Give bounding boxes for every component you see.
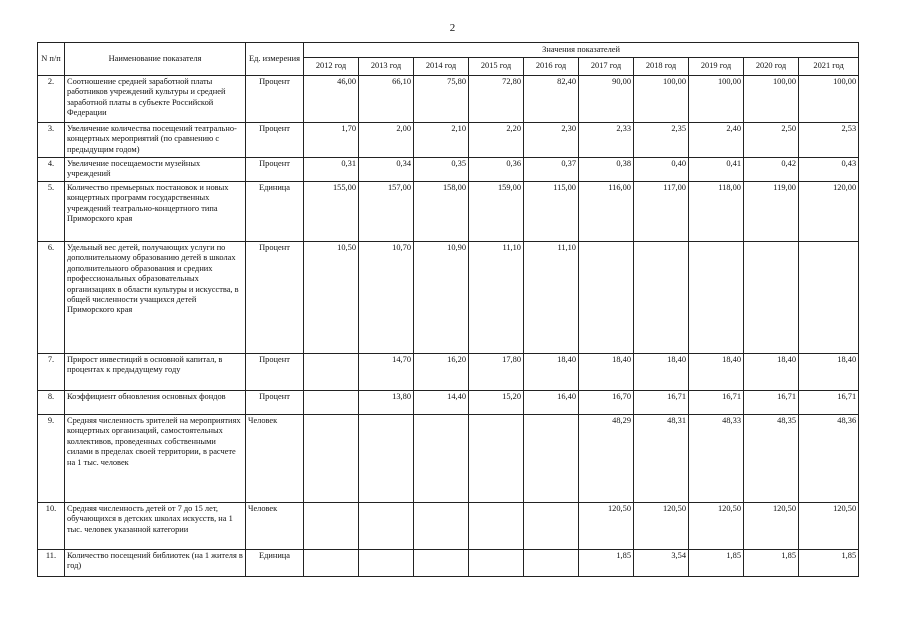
row-value: 120,50: [689, 503, 744, 550]
row-index: 5.: [38, 182, 65, 242]
row-name: Средняя численность детей от 7 до 15 лет, обучающихся в детских школах искусств, на 1 тыс. человек указанной категории: [65, 503, 246, 550]
table-row: [38, 415, 859, 503]
row-name: Прирост инвестиций в основной капитал, в процентах к предыдущему году: [65, 354, 246, 391]
row-value: 100,00: [634, 76, 689, 123]
row-index: 7.: [38, 354, 65, 391]
row-value: 100,00: [689, 76, 744, 123]
row-value: 16,70: [579, 391, 634, 415]
row-value: [524, 550, 579, 577]
table-row: [38, 158, 859, 182]
row-value: 82,40: [524, 76, 579, 123]
row-value: 48,33: [689, 415, 744, 503]
row-value: 120,00: [799, 182, 859, 242]
row-index: 10.: [38, 503, 65, 550]
row-unit: Процент: [246, 123, 304, 158]
header-year: 2019 год: [689, 58, 744, 76]
row-value: [359, 503, 414, 550]
header-year: 2012 год: [304, 58, 359, 76]
row-value: 100,00: [744, 76, 799, 123]
row-value: 16,40: [524, 391, 579, 415]
table-row: [38, 503, 859, 550]
row-name: Соотношение средней заработной платы работников учреждений культуры и средней заработной платы в субъекте Российской Федерации: [65, 76, 246, 123]
table-row: [38, 123, 859, 158]
row-value: 18,40: [579, 354, 634, 391]
row-value: 120,50: [634, 503, 689, 550]
row-unit: Процент: [246, 158, 304, 182]
row-value: 66,10: [359, 76, 414, 123]
row-value: [689, 242, 744, 354]
row-value: 0,31: [304, 158, 359, 182]
row-value: 18,40: [799, 354, 859, 391]
header-name: Наименование показателя: [65, 43, 246, 76]
row-value: 1,85: [579, 550, 634, 577]
row-value: 2,35: [634, 123, 689, 158]
row-value: 15,20: [469, 391, 524, 415]
row-value: 0,42: [744, 158, 799, 182]
row-value: 2,30: [524, 123, 579, 158]
row-value: 3,54: [634, 550, 689, 577]
row-value: 13,80: [359, 391, 414, 415]
row-value: 0,38: [579, 158, 634, 182]
row-unit: Человек: [246, 503, 304, 550]
row-value: [359, 550, 414, 577]
row-value: 2,00: [359, 123, 414, 158]
row-value: 2,50: [744, 123, 799, 158]
row-value: 120,50: [579, 503, 634, 550]
row-index: 11.: [38, 550, 65, 577]
row-value: 119,00: [744, 182, 799, 242]
header-year: 2020 год: [744, 58, 799, 76]
row-name: Увеличение посещаемости музейных учреждений: [65, 158, 246, 182]
header-year: 2017 год: [579, 58, 634, 76]
header-year: 2014 год: [414, 58, 469, 76]
row-value: 2,20: [469, 123, 524, 158]
row-value: [524, 415, 579, 503]
row-value: 2,40: [689, 123, 744, 158]
header-year: 2018 год: [634, 58, 689, 76]
row-unit: Единица: [246, 550, 304, 577]
row-value: 48,35: [744, 415, 799, 503]
row-value: 1,85: [744, 550, 799, 577]
row-value: [744, 242, 799, 354]
row-value: 120,50: [744, 503, 799, 550]
row-value: 16,71: [799, 391, 859, 415]
row-index: 9.: [38, 415, 65, 503]
header-year: 2015 год: [469, 58, 524, 76]
row-unit: Процент: [246, 354, 304, 391]
row-unit: Процент: [246, 242, 304, 354]
row-index: 8.: [38, 391, 65, 415]
header-values: Значения показателей: [304, 43, 859, 58]
row-name: Коэффициент обновления основных фондов: [65, 391, 246, 415]
row-value: 157,00: [359, 182, 414, 242]
row-value: [414, 415, 469, 503]
row-unit: Процент: [246, 76, 304, 123]
row-value: 16,71: [689, 391, 744, 415]
row-unit: Человек: [246, 415, 304, 503]
row-value: 72,80: [469, 76, 524, 123]
row-value: 16,71: [744, 391, 799, 415]
indicators-table: [37, 42, 859, 577]
row-value: 117,00: [634, 182, 689, 242]
row-value: 14,40: [414, 391, 469, 415]
row-value: 0,41: [689, 158, 744, 182]
row-value: 0,37: [524, 158, 579, 182]
row-value: [304, 354, 359, 391]
row-value: 2,33: [579, 123, 634, 158]
row-value: 1,70: [304, 123, 359, 158]
row-name: Количество премьерных постановок и новых концертных программ государственных учреждений театрально-концертного типа Приморского края: [65, 182, 246, 242]
row-value: 10,90: [414, 242, 469, 354]
table-row: [38, 391, 859, 415]
row-value: 118,00: [689, 182, 744, 242]
row-index: 3.: [38, 123, 65, 158]
row-value: [579, 242, 634, 354]
row-value: 100,00: [799, 76, 859, 123]
row-value: 48,31: [634, 415, 689, 503]
row-value: 75,80: [414, 76, 469, 123]
row-unit: Процент: [246, 391, 304, 415]
row-name: Количество посещений библиотек (на 1 жителя в год): [65, 550, 246, 577]
row-value: 0,35: [414, 158, 469, 182]
row-value: [799, 242, 859, 354]
row-value: 0,36: [469, 158, 524, 182]
row-value: 2,10: [414, 123, 469, 158]
row-name: Удельный вес детей, получающих услуги по дополнительному образованию детей в школах дополнительного образования и средних профессиональных образовательных организациях в области культуры и искусства, в общей численности учащихся детей Приморского края: [65, 242, 246, 354]
row-value: 10,70: [359, 242, 414, 354]
row-value: 159,00: [469, 182, 524, 242]
row-value: 17,80: [469, 354, 524, 391]
row-value: [469, 550, 524, 577]
row-value: 0,34: [359, 158, 414, 182]
row-value: [414, 503, 469, 550]
page-number: 2: [449, 22, 456, 34]
table-row: [38, 242, 859, 354]
row-value: 116,00: [579, 182, 634, 242]
row-value: 48,29: [579, 415, 634, 503]
row-name: Увеличение количества посещений театрально-концертных мероприятий (по сравнению с предыдущим годом): [65, 123, 246, 158]
row-unit: Единица: [246, 182, 304, 242]
header-year: 2021 год: [799, 58, 859, 76]
table-row: [38, 550, 859, 577]
header-year: 2013 год: [359, 58, 414, 76]
row-value: 16,20: [414, 354, 469, 391]
row-value: 11,10: [524, 242, 579, 354]
row-value: 1,85: [799, 550, 859, 577]
row-value: 18,40: [744, 354, 799, 391]
row-value: 18,40: [634, 354, 689, 391]
header-year: 2016 год: [524, 58, 579, 76]
row-value: 155,00: [304, 182, 359, 242]
row-value: [414, 550, 469, 577]
table-row: [38, 182, 859, 242]
row-value: 14,70: [359, 354, 414, 391]
row-value: 158,00: [414, 182, 469, 242]
row-value: 48,36: [799, 415, 859, 503]
row-name: Средняя численность зрителей на мероприятиях концертных организаций, самостоятельных коллективов, проведенных собственными силами в пределах своей территории, в расчете на 1 тыс. человек: [65, 415, 246, 503]
row-value: [304, 550, 359, 577]
row-index: 2.: [38, 76, 65, 123]
row-value: 10,50: [304, 242, 359, 354]
row-value: [304, 391, 359, 415]
row-value: [469, 415, 524, 503]
row-value: 11,10: [469, 242, 524, 354]
table-row: [38, 76, 859, 123]
row-value: 115,00: [524, 182, 579, 242]
table-row: [38, 354, 859, 391]
row-value: 0,40: [634, 158, 689, 182]
row-value: 120,50: [799, 503, 859, 550]
row-value: 18,40: [524, 354, 579, 391]
row-value: 0,43: [799, 158, 859, 182]
row-value: 90,00: [579, 76, 634, 123]
row-value: [359, 415, 414, 503]
header-unit: Ед. измерения: [246, 43, 304, 76]
header-index: N п/п: [38, 43, 65, 76]
row-value: 46,00: [304, 76, 359, 123]
row-index: 6.: [38, 242, 65, 354]
row-value: 1,85: [689, 550, 744, 577]
row-value: [469, 503, 524, 550]
row-value: [304, 503, 359, 550]
row-value: 18,40: [689, 354, 744, 391]
row-value: 16,71: [634, 391, 689, 415]
row-index: 4.: [38, 158, 65, 182]
row-value: [524, 503, 579, 550]
row-value: 2,53: [799, 123, 859, 158]
row-value: [304, 415, 359, 503]
row-value: [634, 242, 689, 354]
